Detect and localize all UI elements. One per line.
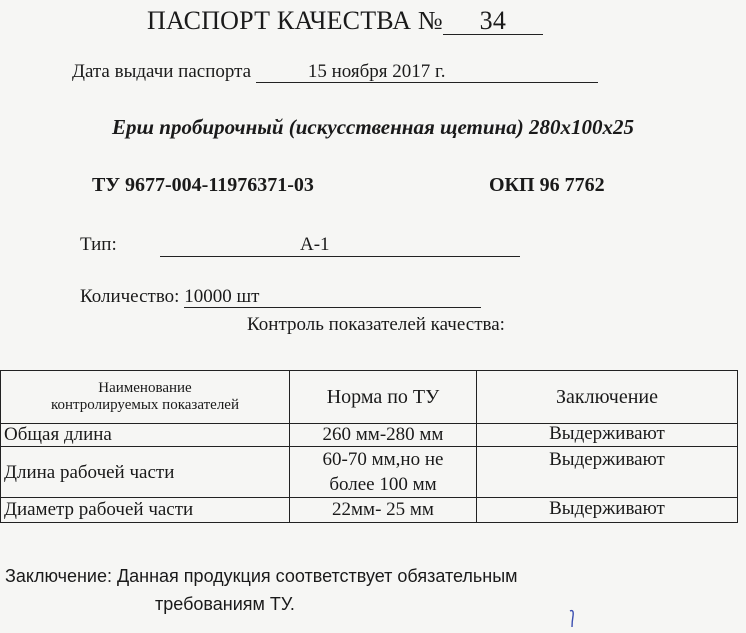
passport-number: 34 bbox=[443, 8, 543, 35]
table-row bbox=[1, 447, 738, 498]
type-label: Тип: bbox=[80, 234, 117, 255]
row-norm bbox=[290, 498, 477, 523]
row-norm-line2: более 100 мм bbox=[329, 474, 437, 495]
row-indicator: Длина рабочей части bbox=[1, 447, 290, 498]
passport-title-prefix: ПАСПОРТ КАЧЕСТВА № bbox=[147, 6, 443, 35]
issue-date-value: 15 ноября 2017 г. bbox=[256, 62, 598, 83]
row-norm-line1: 22мм- 25 мм bbox=[332, 499, 434, 520]
conclusion-line1: Заключение: Данная продукция соответствует обязательным bbox=[5, 566, 518, 586]
header-indicator-line2: контролируемых показателей bbox=[50, 397, 239, 413]
table-row bbox=[1, 498, 738, 523]
header-conclusion: Заключение bbox=[477, 371, 738, 424]
row-norm-line1: 60-70 мм,но не bbox=[322, 449, 444, 470]
row-conclusion: Выдерживают bbox=[477, 447, 738, 498]
okp-code: ОКП 96 7762 bbox=[489, 174, 605, 196]
type-value-field bbox=[160, 234, 520, 257]
tu-code: ТУ 9677-004-11976371-03 bbox=[92, 174, 314, 196]
quality-table bbox=[0, 370, 738, 523]
type-value: А-1 bbox=[300, 234, 330, 255]
table-header-row bbox=[1, 371, 738, 424]
table-row bbox=[1, 424, 738, 447]
quantity-value: 10000 шт bbox=[184, 287, 481, 308]
row-norm bbox=[290, 447, 477, 498]
issue-date-line bbox=[72, 61, 598, 83]
quantity-line bbox=[80, 286, 481, 308]
row-norm-line1: 260 мм-280 мм bbox=[322, 424, 444, 445]
row-indicator: Общая длина bbox=[1, 424, 290, 447]
control-title-text: Контроль показателей качества: bbox=[247, 314, 505, 335]
row-indicator: Диаметр рабочей части bbox=[1, 498, 290, 523]
header-indicator-line1: Наименование bbox=[98, 380, 192, 396]
row-conclusion: Выдерживают bbox=[477, 424, 738, 447]
control-title bbox=[0, 314, 746, 336]
quantity-label: Количество: bbox=[80, 286, 180, 307]
conclusion-line2: требованиям ТУ. bbox=[155, 594, 295, 614]
header-indicator bbox=[1, 371, 290, 424]
row-norm bbox=[290, 424, 477, 447]
product-name: Ерш пробирочный (искусственная щетина) 280х100х25 bbox=[112, 115, 634, 139]
row-conclusion: Выдерживают bbox=[477, 498, 738, 523]
issue-date-label: Дата выдачи паспорта bbox=[72, 61, 252, 82]
header-norm: Норма по ТУ bbox=[290, 371, 477, 424]
passport-title bbox=[147, 6, 543, 36]
pen-mark-icon bbox=[560, 608, 590, 633]
